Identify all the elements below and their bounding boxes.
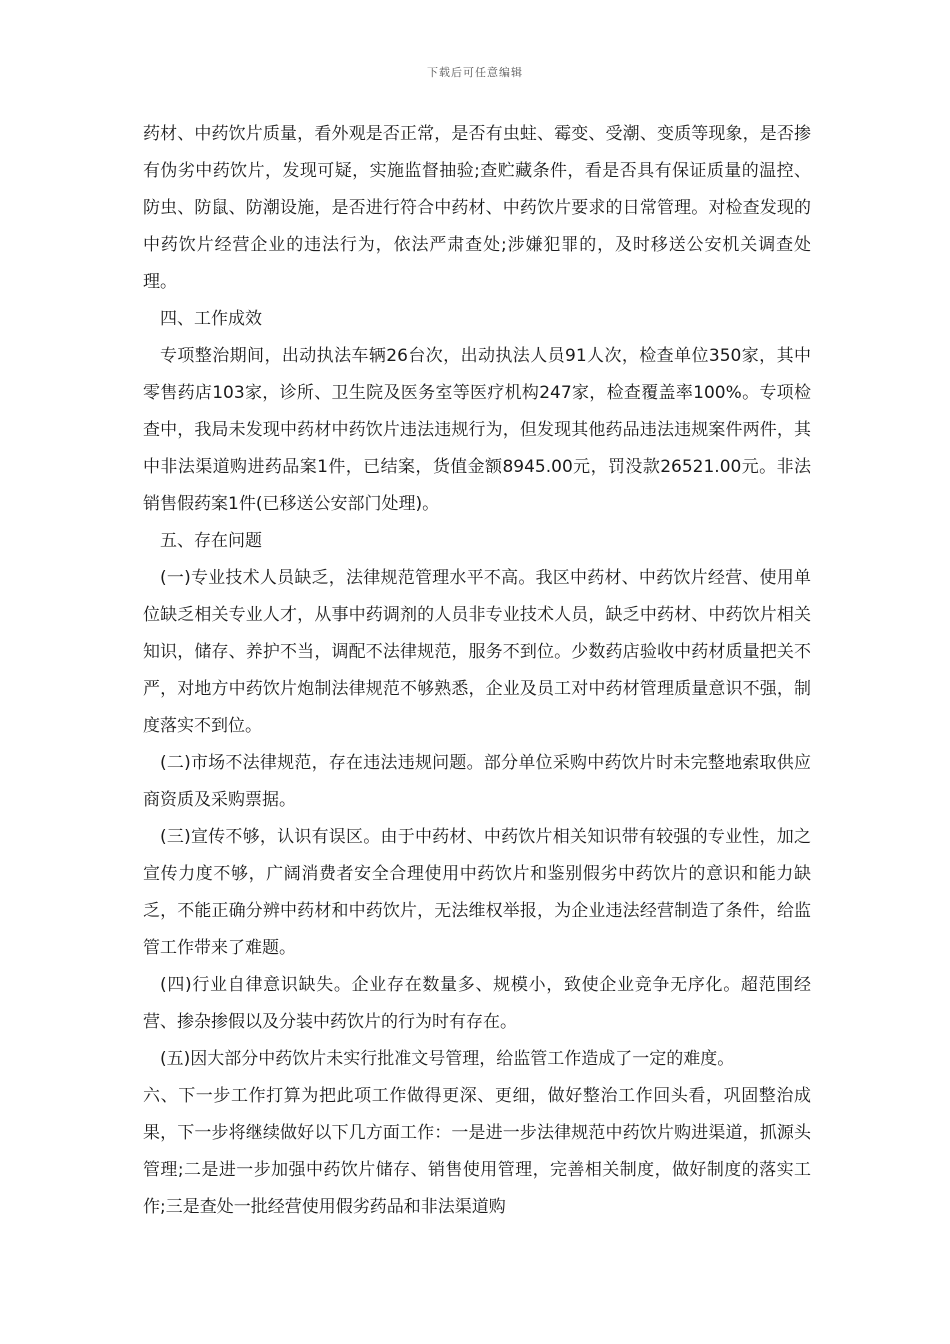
paragraph-next-steps: 六、下一步工作打算为把此项工作做得更深、更细，做好整治工作回头看，巩固整治成果，下一步将继续做好以下几方面工作：一是进一步法律规范中药饮片购进渠道，抓源头管理;二是进一步加强中药饮片储存、销售使用管理，完善相关制度，做好制度的落实工作;三是查处一批经营使用假劣药品和非法渠道购 xyxy=(143,1086,811,1217)
paragraph-results: 专项整治期间，出动执法车辆26台次，出动执法人员91人次，检查单位350家，其中零售药店103家，诊所、卫生院及医务室等医疗机构247家，检查覆盖率100%。专项检查中，我局未发现中药材中药饮片违法违规行为，但发现其他药品违法违规案件两件，其中非法渠道购进药品案1件，已结案，货值金额8945.00元，罚没款26521.00元。非法销售假药案1件(已移送公安部门处理)。 xyxy=(143,346,811,514)
paragraph-inspection-details: 药材、中药饮片质量，看外观是否正常，是否有虫蛀、霉变、受潮、变质等现象，是否掺有伪劣中药饮片，发现可疑，实施监督抽验;查贮藏条件，看是否具有保证质量的温控、防虫、防鼠、防潮设施，是否进行符合中药材、中药饮片要求的日常管理。对检查发现的中药饮片经营企业的违法行为，依法严肃查处;涉嫌犯罪的，及时移送公安机关调查处理。 xyxy=(143,124,811,292)
document-body xyxy=(143,116,811,1226)
paragraph-problem-5: (五)因大部分中药饮片未实行批准文号管理，给监管工作造成了一定的难度。 xyxy=(160,1049,735,1069)
page-header: 下载后可任意编辑 xyxy=(427,66,523,79)
paragraph-problem-1: (一)专业技术人员缺乏，法律规范管理水平不高。我区中药材、中药饮片经营、使用单位缺乏相关专业人才，从事中药调剂的人员非专业技术人员，缺乏中药材、中药饮片相关知识，储存、养护不当，调配不法律规范，服务不到位。少数药店验收中药材质量把关不严，对地方中药饮片炮制法律规范不够熟悉，企业及员工对中药材管理质量意识不强，制度落实不到位。 xyxy=(143,568,811,736)
paragraph-problem-3: (三)宣传不够，认识有误区。由于中药材、中药饮片相关知识带有较强的专业性，加之宣传力度不够，广阔消费者安全合理使用中药饮片和鉴别假劣中药饮片的意识和能力缺乏，不能正确分辨中药材和中药饮片，无法维权举报，为企业违法经营制造了条件，给监管工作带来了难题。 xyxy=(143,827,811,958)
paragraph-problem-2: (二)市场不法律规范，存在违法违规问题。部分单位采购中药饮片时未完整地索取供应商资质及采购票据。 xyxy=(143,753,811,810)
paragraph-problem-4: (四)行业自律意识缺失。企业存在数量多、规模小，致使企业竞争无序化。超范围经营、掺杂掺假以及分装中药饮片的行为时有存在。 xyxy=(143,975,811,1032)
section-heading-problems: 五、存在问题 xyxy=(160,531,262,551)
section-heading-results: 四、工作成效 xyxy=(160,309,262,329)
